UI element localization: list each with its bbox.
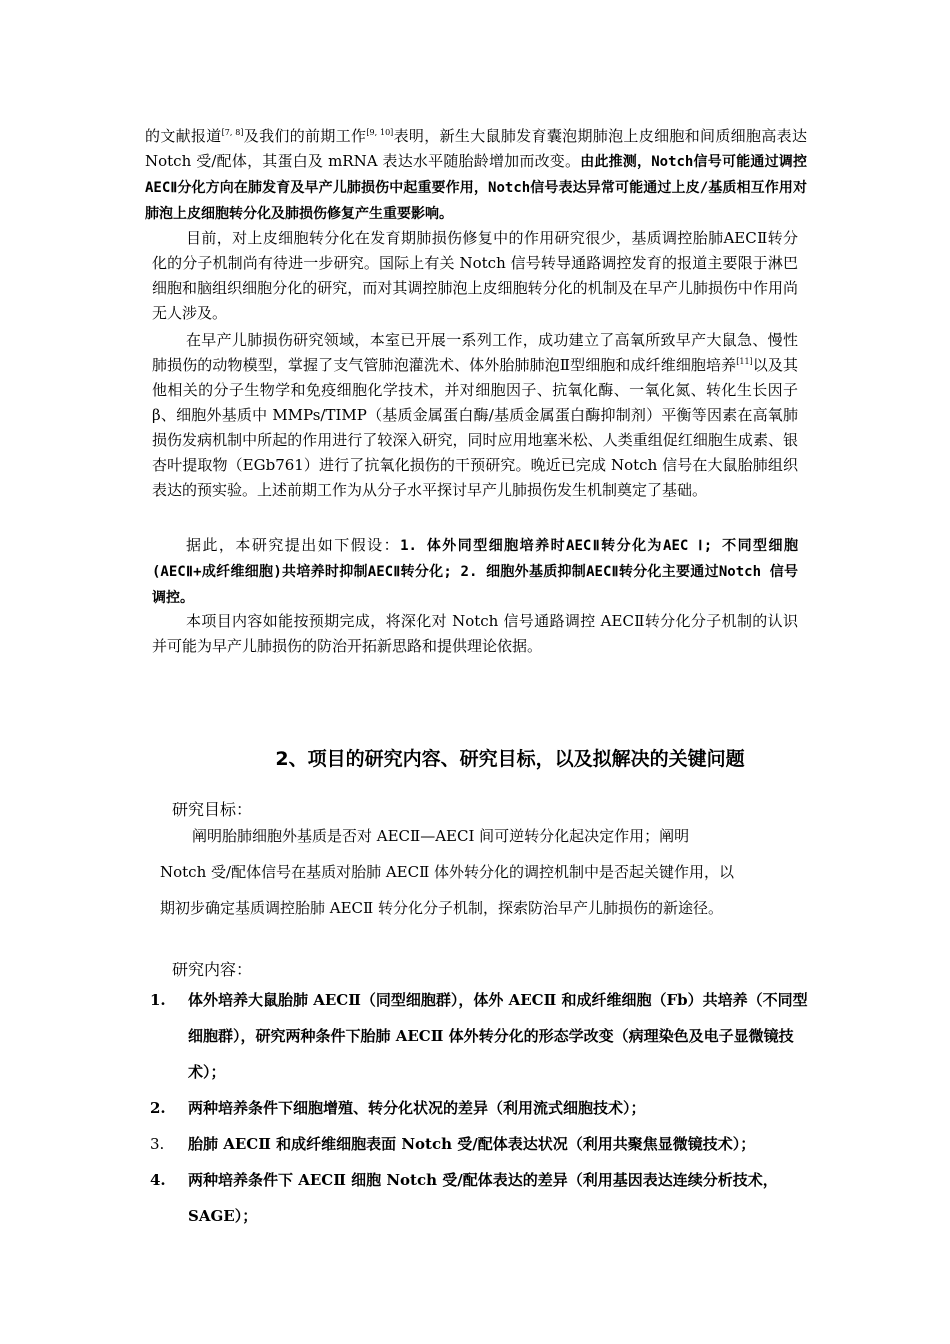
list-number: 4. xyxy=(150,1171,166,1189)
goal-line: Notch 受/配体信号在基质对胎肺 AECⅡ 体外转分化的调控机制中是否起关键作用，以 xyxy=(160,863,735,881)
paragraph-hypothesis xyxy=(152,533,798,611)
list-number: 2. xyxy=(150,1099,166,1117)
list-item xyxy=(150,1162,810,1234)
research-content-list xyxy=(150,982,810,1234)
paragraph-significance xyxy=(152,609,798,659)
paragraph-background-findings xyxy=(145,124,807,227)
list-number: 1. xyxy=(150,991,166,1009)
text-segment: 目前，对上皮细胞转分化在发育期肺损伤修复中的作用研究很少，基质调控胎肺AECⅡ转分化的分子机制尚有待进一步研究。国际上有关 Notch 信号转导通路调控发育的报道主要限于淋巴细胞和脑组织细胞分化的研究，而对其调控肺泡上皮细胞转分化的机制及在早产儿肺损伤中作用尚无人涉及。 xyxy=(152,229,798,322)
goal-label: 研究目标： xyxy=(172,800,253,819)
text-segment: 本项目内容如能按预期完成，将深化对 Notch 信号通路调控 AECⅡ转分化分子机制的认识并可能为早产儿肺损伤的防治开拓新思路和提供理论依据。 xyxy=(152,612,798,655)
section-heading: 2、项目的研究内容、研究目标，以及拟解决的关键问题 xyxy=(275,748,745,770)
text-segment: 及我们的前期工作 xyxy=(243,127,367,145)
citation-7-8: [7, 8] xyxy=(221,128,244,137)
text-segment: 以及其他相关的分子生物学和免疫细胞化学技术，并对细胞因子、抗氧化酶、一氧化氮、转化生长因子 β、细胞外基质中 MMPs/TIMP（基质金属蛋白酶/基质金属蛋白酶抑制剂）平衡等因素在高氧肺损伤发病机制中所起的作用进行了较深入研究，同时应用地塞米松、人类重组促红细胞生成素、银杏叶提取物（EGb761）进行了抗氧化损伤的干预研究。晚近已完成 Notch 信号在大鼠胎肺组织表达的预实验。上述前期工作为从分子水平探讨早产儿肺损伤发生机制奠定了基础。 xyxy=(152,356,798,499)
content-label: 研究内容： xyxy=(172,960,253,979)
text-segment: 据此，本研究提出如下假设： xyxy=(186,536,401,554)
list-text: 两种培养条件下 AECⅡ 细胞 Notch 受/配体表达的差异（利用基因表达连续分析技术，SAGE）； xyxy=(188,1171,778,1225)
citation-11: [11] xyxy=(736,357,753,366)
paragraph-prior-work xyxy=(152,328,798,503)
list-text: 两种培养条件下细胞增殖、转分化状况的差异（利用流式细胞技术）； xyxy=(188,1099,646,1117)
list-item xyxy=(150,982,810,1090)
list-item xyxy=(150,1126,810,1162)
list-item xyxy=(150,1090,810,1126)
list-text: 体外培养大鼠胎肺 AECⅡ（同型细胞群），体外 AECⅡ 和成纤维细胞（Fb）共培养（不同型细胞群），研究两种条件下胎肺 AECⅡ 体外转分化的形态学改变（病理染色及电子显微镜技术）； xyxy=(188,991,808,1081)
bold-inference: 由此推测，Notch信号可能通过调控AECⅡ分化方向在肺发育及早产儿肺损伤中起重要作用，Notch信号表达异常可能通过上皮/基质相互作用对肺泡上皮细胞转分化及肺损伤修复产生重要影响。 xyxy=(145,154,807,222)
paragraph-current-status xyxy=(152,226,798,326)
text-segment: 的文献报道 xyxy=(145,127,222,145)
goal-line: 阐明胎肺细胞外基质是否对 AECⅡ—AECⅠ 间可逆转分化起决定作用；阐明 xyxy=(192,827,690,845)
list-text: 胎肺 AECⅡ 和成纤维细胞表面 Notch 受/配体表达状况（利用共聚焦显微镜技术）； xyxy=(188,1135,756,1153)
bold-hypothesis: 1. 体外同型细胞培养时AECⅡ转分化为AEC Ⅰ; 不同型细胞(AECⅡ+成纤维细胞)共培养时抑制AECⅡ转分化; 2. 细胞外基质抑制AECⅡ转分化主要通过Notch 信号调控。 xyxy=(152,538,798,606)
list-number: 3. xyxy=(150,1135,165,1153)
text-segment: 在早产儿肺损伤研究领域，本室已开展一系列工作，成功建立了高氧所致早产大鼠急、慢性肺损伤的动物模型，掌握了支气管肺泡灌洗术、体外胎肺肺泡Ⅱ型细胞和成纤维细胞培养 xyxy=(152,331,798,374)
text-segment: 表明，新生大鼠肺发育囊泡期肺泡上皮细胞和间质细胞高表达 Notch 受/配体，其蛋白及 mRNA 表达水平随胎龄增加而改变。 xyxy=(145,127,807,170)
goal-line: 期初步确定基质调控胎肺 AECⅡ 转分化分子机制，探索防治早产儿肺损伤的新途径。 xyxy=(160,899,723,917)
citation-9-10: [9, 10] xyxy=(366,128,394,137)
